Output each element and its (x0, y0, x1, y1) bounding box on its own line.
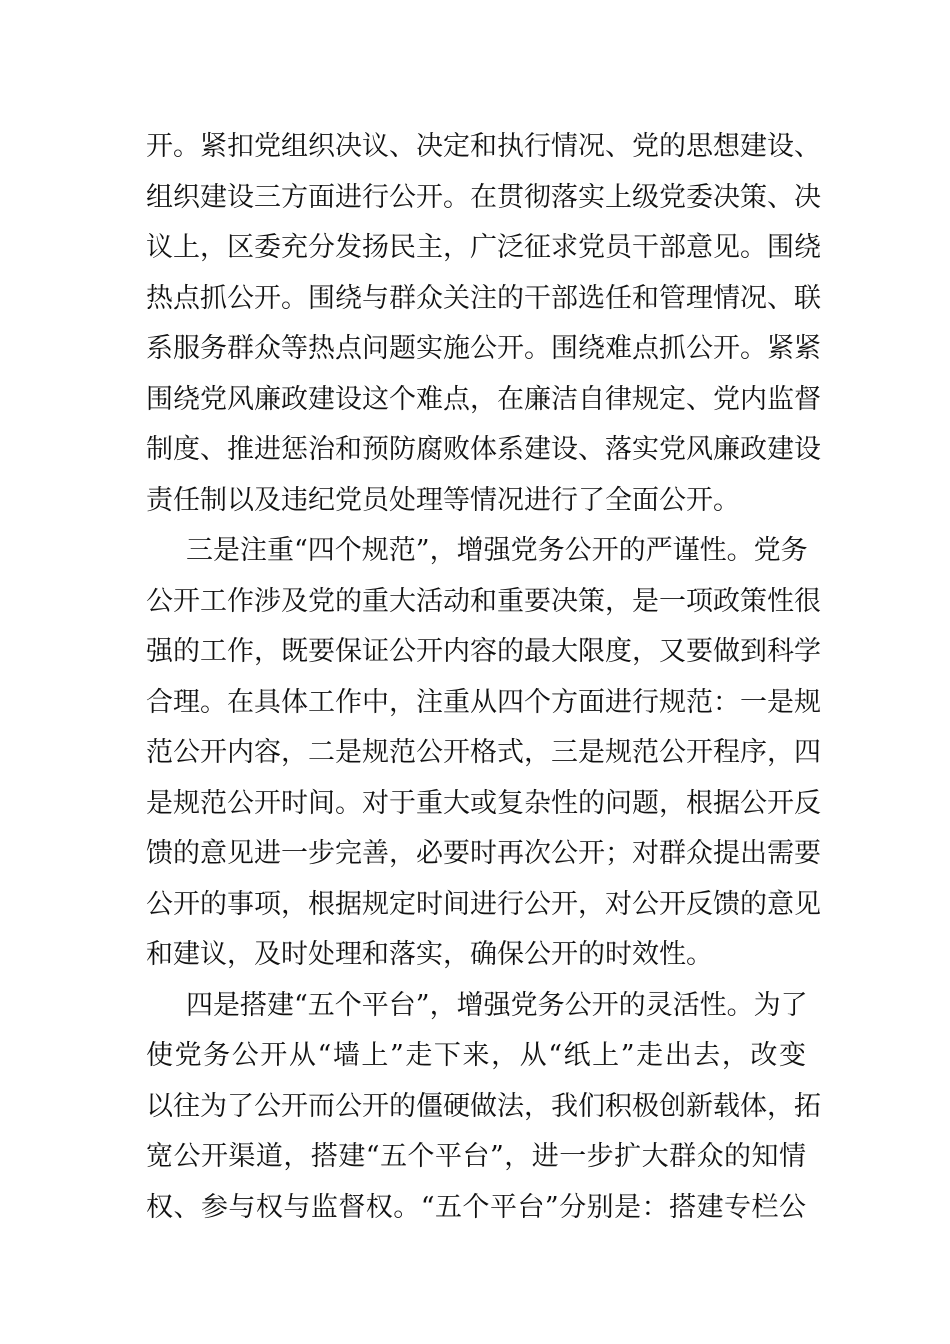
text-line: 组织建设三方面进行公开。在贯彻落实上级党委决策、决 (146, 181, 821, 213)
text-line: 合理。在具体工作中，注重从四个方面进行规范：一是规 (146, 686, 821, 718)
text-line: 公开工作涉及党的重大活动和重要决策，是一项政策性很 (146, 585, 821, 617)
paragraph-3 (146, 981, 821, 1234)
text-line: 以往为了公开而公开的僵硬做法，我们积极创新载体，拓 (146, 1090, 821, 1122)
text-line: 宽公开渠道，搭建“五个平台”，进一步扩大群众的知情 (146, 1141, 806, 1172)
text-line: 是规范公开时间。对于重大或复杂性的问题，根据公开反 (146, 787, 821, 819)
text-line: 强的工作，既要保证公开内容的最大限度，又要做到科学 (146, 636, 821, 667)
text-line: 权、参与权与监督权。“五个平台”分别是：搭建专栏公 (146, 1191, 806, 1223)
text-line: 三是注重“四个规范”，增强党务公开的严谨性。党务 (186, 535, 808, 566)
text-line: 制度、推进惩治和预防腐败体系建设、落实党风廉政建设 (146, 434, 821, 465)
text-line: 议上，区委充分发扬民主，广泛征求党员干部意见。围绕 (146, 232, 821, 263)
text-line: 四是搭建“五个平台”，增强党务公开的灵活性。为了 (186, 989, 808, 1021)
text-line: 使党务公开从“墙上”走下来，从“纸上”走出去，改变 (146, 1040, 806, 1071)
text-line: 馈的意见进一步完善，必要时再次公开；对群众提出需要 (146, 838, 821, 869)
text-line: 热点抓公开。围绕与群众关注的干部选任和管理情况、联 (146, 282, 821, 314)
text-line: 开。紧扣党组织决议、决定和执行情况、党的思想建设、 (146, 131, 821, 162)
body-text (146, 122, 821, 1233)
text-line: 系服务群众等热点问题实施公开。围绕难点抓公开。紧紧 (146, 333, 821, 364)
text-line: 范公开内容，二是规范公开格式，三是规范公开程序，四 (146, 737, 821, 768)
text-line: 围绕党风廉政建设这个难点，在廉洁自律规定、党内监督 (146, 383, 821, 415)
text-line: 和建议，及时处理和落实，确保公开的时效性。 (146, 939, 713, 970)
paragraph-2 (146, 526, 821, 981)
text-line: 责任制以及违纪党员处理等情况进行了全面公开。 (146, 484, 740, 516)
paragraph-1 (146, 122, 821, 526)
text-line: 公开的事项，根据规定时间进行公开，对公开反馈的意见 (146, 888, 821, 920)
